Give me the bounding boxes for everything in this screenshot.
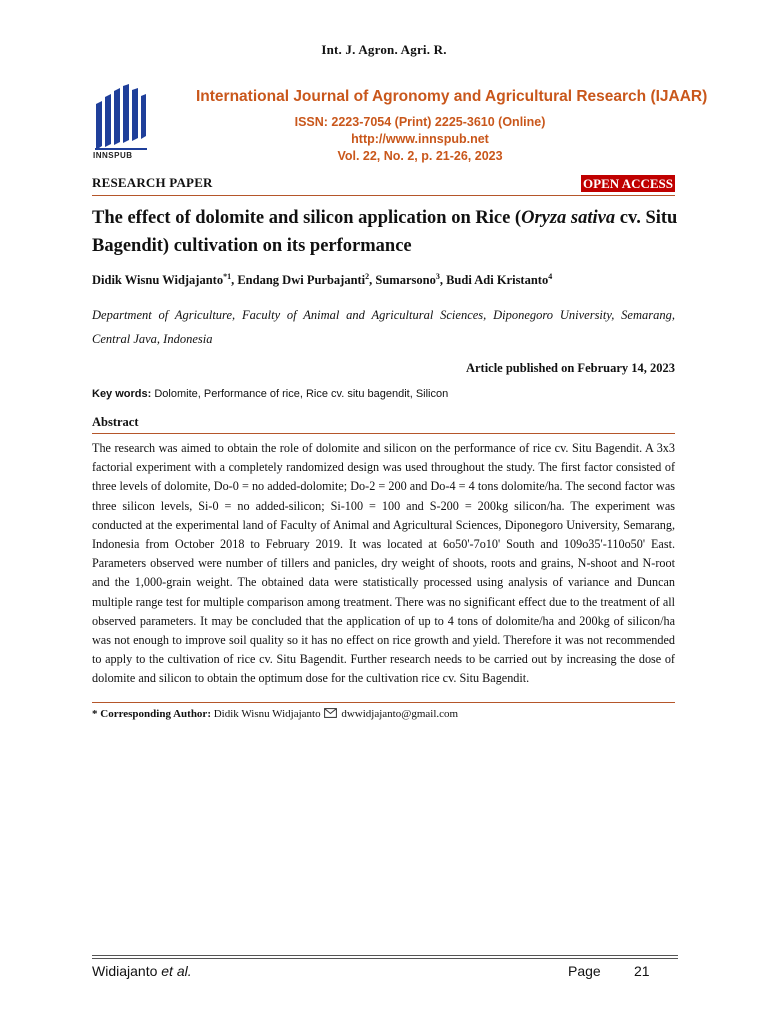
author-name: Didik Wisnu Widjajanto bbox=[92, 273, 224, 288]
author-mark: 3 bbox=[435, 272, 440, 281]
footer-divider-thin bbox=[92, 958, 678, 959]
corresponding-email[interactable]: dwwidjajanto@gmail.com bbox=[341, 708, 459, 720]
footer-page-label: Page bbox=[568, 963, 601, 979]
article-type: RESEARCH PAPER bbox=[92, 175, 213, 190]
title-species: Oryza sativa bbox=[521, 208, 616, 228]
author-name: Sumarsono bbox=[375, 273, 436, 288]
abstract-bottom-divider bbox=[92, 702, 675, 703]
author-mark: 2 bbox=[365, 272, 370, 281]
running-head: Int. J. Agron. Agri. R. bbox=[321, 42, 447, 57]
corresponding-label: * Corresponding Author: bbox=[92, 708, 211, 720]
corresponding-name: Didik Wisnu Widjajanto bbox=[213, 708, 321, 720]
abstract-text: The research was aimed to obtain the role of dolomite and silicon on the performance of rice cv. Situ Bagendit. A 3x3 factorial experiment with a completely randomized design was used throughout the study. The first factor consisted of three levels of dolomite, Do-0 = no added-dolomite; Do-2 = 200 and Do-4 = 4 tons dolomite/ha. The second factor was three silicon levels, Si-0 = no added-silicon; Si-100 = 100 and S-200 = 200kg silicon/ha. The experiment was conducted at the experimental land of Faculty of Animal and Agricultural Sciences, Diponegoro University, Semarang, Indonesia from October 2018 to February 2019. It was located at 6o50'-7o10' South and 109o35'-110o50' East. Parameters observed were number of tillers and panicles, dry weight of shoots, roots and grains, N-shoot and N-root and the 1,000-grain weight. The obtained data were statistically processed using analysis of variance and Duncan multiple range test for multiple comparison among treatment. There was no significant effect due to the treatment of all observed parameters. It may be concluded that the application of up to 4 tons of dolomite/ha and 200kg of silicon/ha was not enough to improve soil quality so it has no effect on rice growth and yield. Therefore it was not recommended to apply to the cultivation of rice cv. Situ Bagendit. Further research needs to be carried out by increasing the dose of dolomite and silicon to obtain the optimum dose for the cultivation rice cv. Situ Bagendit. bbox=[92, 441, 675, 686]
footer-divider bbox=[92, 955, 678, 956]
open-access-badge: OPEN ACCESS bbox=[583, 176, 673, 191]
author-name: Budi Adi Kristanto bbox=[446, 273, 549, 288]
paper-title bbox=[92, 204, 678, 260]
keywords-text: Dolomite, Performance of rice, Rice cv. situ bagendit, Silicon bbox=[154, 388, 449, 400]
journal-volume: Vol. 22, No. 2, p. 21-26, 2023 bbox=[337, 149, 503, 163]
author-mark: 4 bbox=[548, 272, 553, 281]
keywords bbox=[92, 388, 675, 400]
footer-page-number: 21 bbox=[634, 963, 650, 979]
article-type-row bbox=[92, 175, 675, 193]
abstract-top-divider bbox=[92, 433, 675, 434]
footer-etal: et al. bbox=[161, 963, 192, 979]
author-name: Endang Dwi Purbajanti bbox=[237, 273, 366, 288]
affiliation: Department of Agriculture, Faculty of Animal and Agricultural Sciences, Diponegoro University, Semarang, Central Java, Indonesia bbox=[92, 308, 675, 346]
title-part-1: The effect of dolomite and silicon application on Rice ( bbox=[92, 208, 522, 228]
keywords-label: Key words: bbox=[92, 388, 152, 400]
footer-author-name: Widiajanto bbox=[92, 963, 158, 979]
header-divider bbox=[92, 195, 675, 196]
logo-wordmark: INNSPUB bbox=[93, 151, 133, 160]
mail-icon bbox=[324, 708, 337, 718]
journal-title: International Journal of Agronomy and Agricultural Research (IJAAR) bbox=[196, 88, 708, 105]
journal-url[interactable]: http://www.innspub.net bbox=[351, 132, 489, 146]
author-mark: *1 bbox=[223, 272, 232, 281]
title-part-2: cv. Situ Bagendit) cultivation on its performance bbox=[92, 208, 678, 256]
journal-issn: ISSN: 2223-7054 (Print) 2225-3610 (Online) bbox=[294, 115, 546, 129]
abstract-heading: Abstract bbox=[92, 415, 139, 429]
corresponding-author bbox=[92, 708, 458, 720]
footer-author bbox=[92, 963, 192, 979]
author-list: Didik Wisnu Widjajanto$^{*1}$, Endang Dwi Purbajanti$^2$, Sumarsono$^3$, Budi Adi Kristanto$^4$ bbox=[92, 272, 553, 288]
publication-date: Article published on February 14, 2023 bbox=[465, 361, 675, 375]
